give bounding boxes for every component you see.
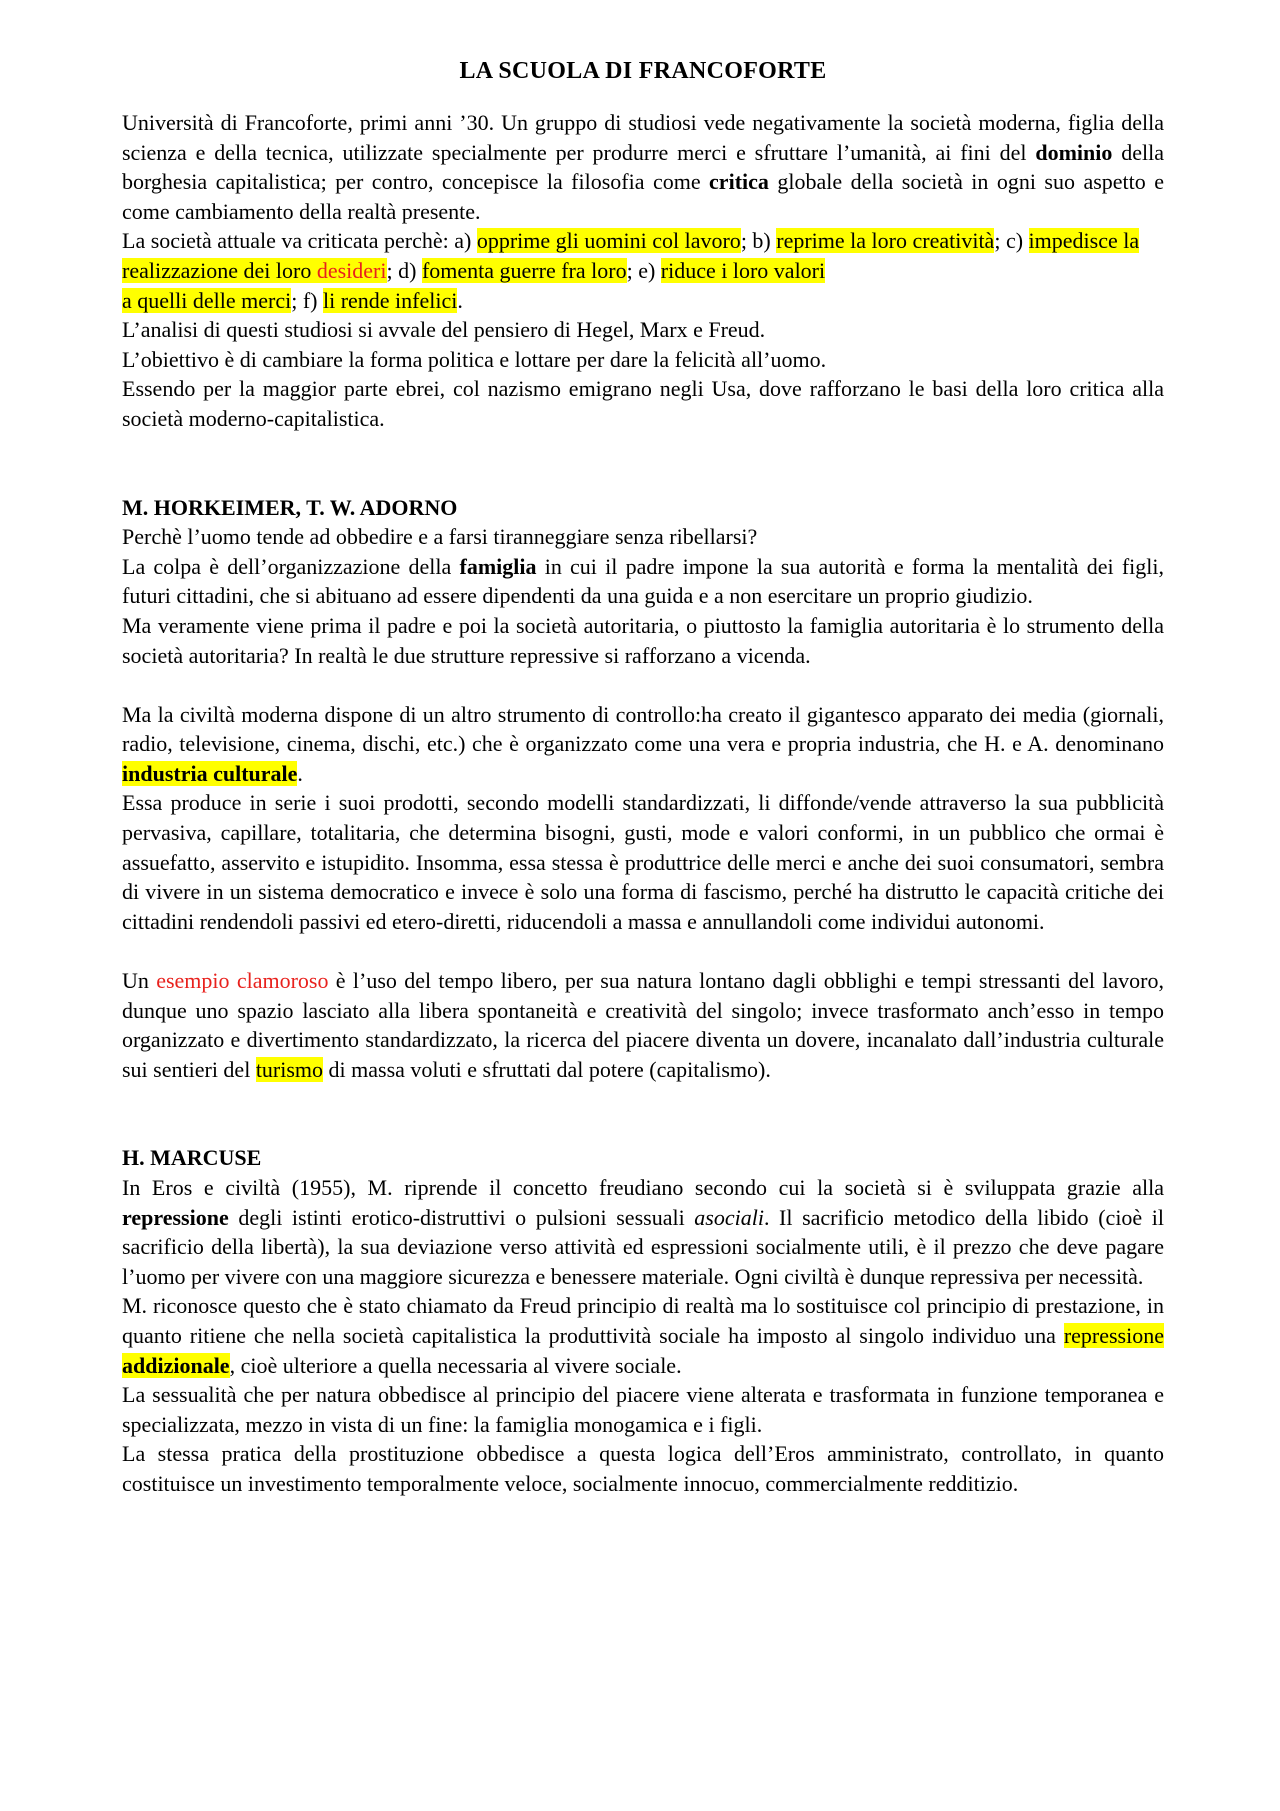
text-span: La colpa è dell’organizzazione della xyxy=(122,553,460,579)
text-span: . xyxy=(297,760,303,786)
intro-paragraph-5: Essendo per la maggior parte ebrei, col nazismo emigrano negli Usa, dove rafforzano le basi della loro critica alla società moderno-capitalistica. xyxy=(122,376,1164,431)
highlight-b: reprime la loro creatività xyxy=(776,228,995,254)
highlight-turismo: turismo xyxy=(255,1056,324,1082)
text-span: di massa voluti e sfruttati dal potere (capitalismo). xyxy=(323,1056,771,1082)
text-span: . xyxy=(457,287,463,313)
text-span: globale della società in ogni suo aspetto e come cambiamento della realtà presente. xyxy=(122,169,1164,224)
red-term-desideri: desideri xyxy=(316,257,387,283)
text-span: ; f) xyxy=(291,287,323,313)
horkheimer-paragraph-3: Ma veramente viene prima il padre e poi la società autoritaria, o piuttosto la famiglia autoritaria è lo strumento della società autoritaria? In realtà le due strutture repressive si rafforzano a vicenda. xyxy=(122,612,1164,668)
text-span: ; c) xyxy=(994,228,1029,254)
text-span: , cioè ulteriore a quella necessaria al vivere sociale. xyxy=(229,1352,682,1378)
text-span: Ma la civiltà moderna dispone di un altro strumento di controllo:ha creato il gigantesco apparato dei media (giornali, radio, televisione, cinema, dischi, etc.) che è organizzato come una vera e propria industria, che H. e A. denominano xyxy=(122,701,1164,757)
text-span: ; b) xyxy=(740,228,777,254)
text-span: in cui il padre impone la sua autorità e forma la mentalità dei figli, futuri cittadini, che si abituano ad essere dipendenti da una guida e a non esercitare un proprio giudizio. xyxy=(122,553,1165,609)
marcuse-paragraph-3: La sessualità che per natura obbedisce al principio del piacere viene alterata e trasformata in funzione temporanea e specializzata, mezzo in vista di un fine: la famiglia monogamica e i figli. xyxy=(122,1382,1164,1437)
paragraph-spacer xyxy=(122,936,1164,966)
highlight-d: fomenta guerre fra loro xyxy=(421,257,627,283)
marcuse-paragraph-4: La stessa pratica della prostituzione obbedisce a questa logica dell’Eros amministrato, controllato, in quanto costituisce un investimento temporalmente veloce, socialmente innocuo, commercialmente redditizio. xyxy=(122,1441,1164,1496)
section-spacer xyxy=(122,434,1164,493)
text-span: degli istinti erotico-distruttivi o pulsioni sessuali xyxy=(228,1204,695,1230)
text-span: ; d) xyxy=(386,257,422,283)
section-spacer xyxy=(122,1084,1164,1143)
intro-paragraph-1 xyxy=(122,108,1164,226)
text-span: La società attuale va criticata perchè: a) xyxy=(122,228,477,254)
bold-term-repressione: repressione xyxy=(122,1204,229,1230)
highlight-e-part1: riduce i loro valori xyxy=(660,257,826,283)
text-span: M. riconosce questo che è stato chiamato da Freud principio di realtà ma lo sostituisce col principio di prestazione, in quanto ritiene che nella società capitalistica la produttività sociale ha imposto al singolo individuo una xyxy=(122,1293,1164,1348)
page-title: LA SCUOLA DI FRANCOFORTE xyxy=(459,58,827,84)
italic-term-asociali: asociali xyxy=(694,1204,764,1230)
horkheimer-paragraph-6 xyxy=(122,966,1164,1084)
document-page xyxy=(122,56,1164,1499)
highlight-industria-culturale: industria culturale xyxy=(122,760,298,786)
text-span: della borghesia capitalistica; per contro, concepisce la filosofia come xyxy=(122,139,1164,195)
section-heading-marcuse: H. MARCUSE xyxy=(122,1145,262,1171)
intro-paragraph-3: L’analisi di questi studiosi si avvale del pensiero di Hegel, Marx e Freud. xyxy=(122,317,766,343)
horkheimer-paragraph-5: Essa produce in serie i suoi prodotti, secondo modelli standardizzati, li diffonde/vende attraverso la sua pubblicità pervasiva, capillare, totalitaria, che determina bisogni, gusti, mode e valori conformi, in un pubblico che ormai è assuefatto, asservito e istupidito. Insomma, essa stessa è produttrice delle merci e anche dei suoi consumatori, sembra di vivere in un sistema democratico e invece è solo una forma di fascismo, perché ha distrutto le capacità critiche dei cittadini rendendoli passivi ed etero-diretti, riducendoli a massa e annullandoli come individui autonomi. xyxy=(122,790,1164,934)
highlight-a: opprime gli uomini col lavoro xyxy=(476,228,741,254)
intro-paragraph-2 xyxy=(122,226,1164,315)
bold-term-dominio: dominio xyxy=(1035,139,1113,165)
paragraph-spacer xyxy=(122,670,1164,700)
text-span: Università di Francoforte, primi anni ’30. Un gruppo di studiosi vede negativamente la società moderna, figlia della scienza e della tecnica, utilizzate specialmente per produrre merci e sfruttare l’umanità, ai fini del xyxy=(122,110,1164,165)
bold-term-addizionale: addizionale xyxy=(122,1352,230,1378)
intro-paragraph-4: L’obiettivo è di cambiare la forma politica e lottare per dare la felicità all’uomo. xyxy=(122,346,827,372)
red-term-esempio-clamoroso: esempio clamoroso xyxy=(156,968,329,994)
highlight-e-part2: a quelli delle merci xyxy=(122,287,292,313)
text-span: ; e) xyxy=(626,257,661,283)
marcuse-paragraph-1 xyxy=(122,1173,1164,1291)
text-span: repressione xyxy=(1063,1322,1164,1348)
text-span: Un xyxy=(122,968,157,994)
section-heading-horkheimer-adorno: M. HORKEIMER, T. W. ADORNO xyxy=(122,494,458,520)
text-span: . Il sacrificio metodico della libido (cioè il sacrificio della libertà), la sua deviazione verso attività ed espressioni socialmente utili, è il prezzo che deve pagare l’uomo per vivere con una maggiore sicurezza e benessere materiale. Ogni civiltà è dunque repressiva per necessità. xyxy=(122,1204,1165,1289)
text-span: In Eros e civiltà (1955), M. riprende il concetto freudiano secondo cui la società si è sviluppata grazie alla xyxy=(122,1175,1164,1200)
text-span: è l’uso del tempo libero, per sua natura lontano dagli obblighi e tempi stressanti del lavoro, dunque uno spazio lasciato alla libera spontaneità e creatività del singolo; invece trasformato anch’esso in tempo organizzato e divertimento standardizzato, la ricerca del piacere diventa un dovere, incanalato dall’industria culturale sui sentieri del xyxy=(122,968,1164,1082)
marcuse-paragraph-2 xyxy=(122,1291,1164,1380)
text-span: impedisce la realizzazione dei loro xyxy=(122,228,1140,283)
bold-term-critica: critica xyxy=(709,169,769,195)
highlight-f: li rende infelici xyxy=(322,287,458,313)
bold-term-famiglia: famiglia xyxy=(459,553,537,579)
horkheimer-paragraph-2 xyxy=(122,552,1164,611)
horkheimer-paragraph-4 xyxy=(122,700,1164,789)
horkheimer-paragraph-1: Perchè l’uomo tende ad obbedire e a farsi tiranneggiare senza ribellarsi? xyxy=(122,524,758,550)
